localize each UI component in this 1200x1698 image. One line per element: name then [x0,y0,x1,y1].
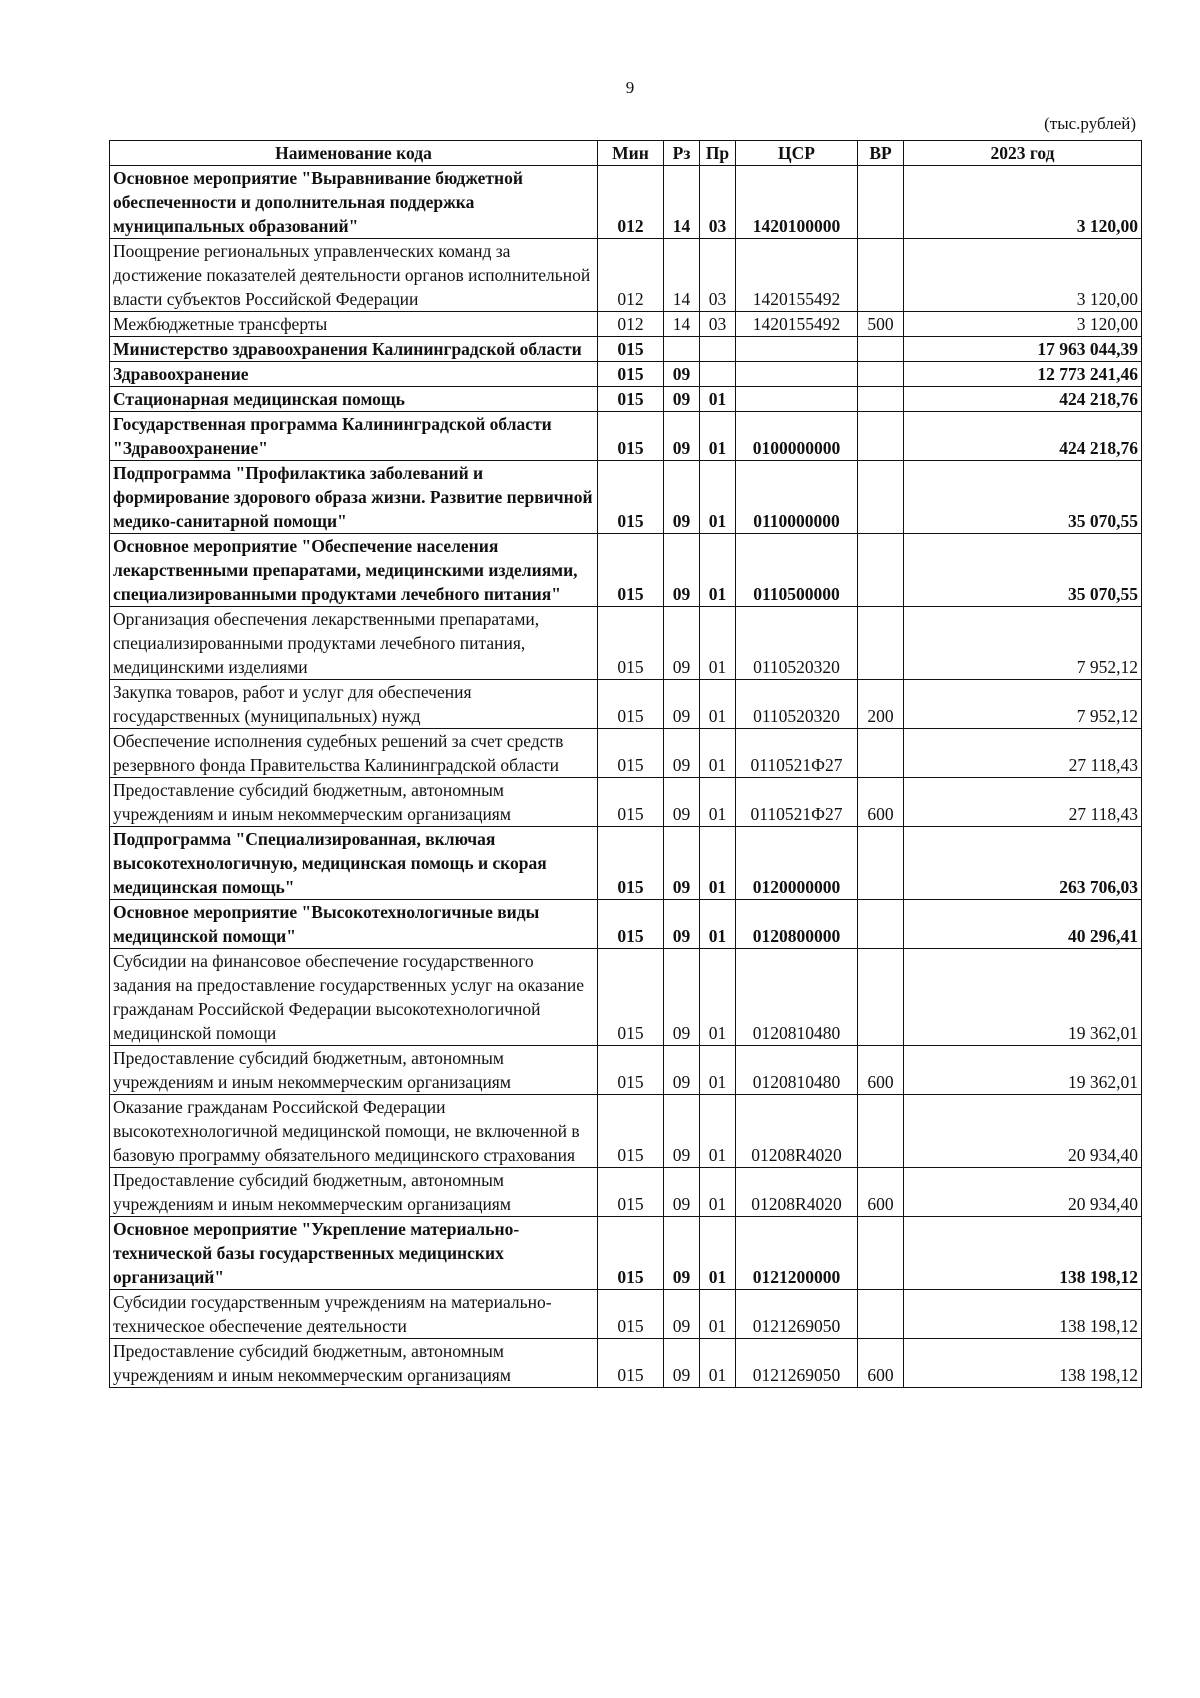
row-pr: 03 [700,239,736,312]
row-rz: 09 [664,1339,700,1388]
table-row [110,534,1142,607]
row-vr [858,461,904,534]
row-name: Подпрограмма "Специализированная, включая высокотехнологичную, медицинская помощь и скорая медицинская помощь" [110,827,598,900]
row-min: 015 [598,1217,664,1290]
table-row [110,166,1142,239]
row-amount: 40 296,41 [904,900,1142,949]
row-name: Основное мероприятие "Выравнивание бюджетной обеспеченности и дополнительная поддержка муниципальных образований" [110,166,598,239]
row-name: Предоставление субсидий бюджетным, автономным учреждениям и иным некоммерческим организациям [110,1339,598,1388]
row-vr [858,534,904,607]
row-amount: 17 963 044,39 [904,337,1142,362]
row-amount: 27 118,43 [904,778,1142,827]
row-csr: 0120810480 [736,949,858,1046]
row-csr: 0120800000 [736,900,858,949]
row-name: Предоставление субсидий бюджетным, автономным учреждениям и иным некоммерческим организациям [110,1168,598,1217]
row-pr: 01 [700,1339,736,1388]
row-pr: 01 [700,1168,736,1217]
row-vr: 600 [858,1046,904,1095]
row-amount: 35 070,55 [904,534,1142,607]
table-row [110,239,1142,312]
row-vr: 600 [858,778,904,827]
row-vr [858,827,904,900]
row-rz: 14 [664,166,700,239]
row-min: 012 [598,166,664,239]
row-name: Обеспечение исполнения судебных решений за счет средств резервного фонда Правительства Калининградской области [110,729,598,778]
row-min: 015 [598,534,664,607]
row-rz: 09 [664,412,700,461]
header-min: Мин [598,141,664,166]
row-vr: 600 [858,1339,904,1388]
row-csr: 0121269050 [736,1339,858,1388]
units-label: (тыс.рублей) [1044,114,1136,133]
row-min: 015 [598,1046,664,1095]
row-min: 015 [598,729,664,778]
row-name: Здравоохранение [110,362,598,387]
row-rz: 09 [664,900,700,949]
row-rz: 09 [664,534,700,607]
row-pr: 01 [700,900,736,949]
row-rz: 09 [664,1046,700,1095]
row-name: Предоставление субсидий бюджетным, автономным учреждениям и иным некоммерческим организациям [110,1046,598,1095]
row-min: 015 [598,1290,664,1339]
row-min: 015 [598,607,664,680]
row-csr: 0110520320 [736,607,858,680]
row-vr [858,1095,904,1168]
row-min: 015 [598,412,664,461]
row-amount: 263 706,03 [904,827,1142,900]
row-amount: 138 198,12 [904,1339,1142,1388]
row-amount: 3 120,00 [904,239,1142,312]
row-rz: 09 [664,778,700,827]
row-min: 015 [598,827,664,900]
row-csr: 0110521Ф27 [736,778,858,827]
row-amount: 12 773 241,46 [904,362,1142,387]
row-name: Основное мероприятие "Обеспечение населения лекарственными препаратами, медицинскими изделиями, специализированными продуктами лечебного питания" [110,534,598,607]
row-vr [858,412,904,461]
row-amount: 7 952,12 [904,680,1142,729]
row-amount: 27 118,43 [904,729,1142,778]
row-csr [736,387,858,412]
header-year: 2023 год [904,141,1142,166]
row-amount: 138 198,12 [904,1290,1142,1339]
row-name: Государственная программа Калининградской области "Здравоохранение" [110,412,598,461]
row-vr [858,362,904,387]
row-pr: 01 [700,607,736,680]
row-min: 015 [598,337,664,362]
row-vr [858,1290,904,1339]
row-csr: 01208R4020 [736,1095,858,1168]
row-min: 015 [598,387,664,412]
header-vr: ВР [858,141,904,166]
row-rz [664,337,700,362]
row-name: Закупка товаров, работ и услуг для обеспечения государственных (муниципальных) нужд [110,680,598,729]
row-pr: 01 [700,1095,736,1168]
row-rz: 09 [664,949,700,1046]
table-row [110,312,1142,337]
row-rz: 14 [664,312,700,337]
row-name: Стационарная медицинская помощь [110,387,598,412]
row-rz: 09 [664,729,700,778]
row-vr: 200 [858,680,904,729]
row-pr: 01 [700,1290,736,1339]
header-rz: Рз [664,141,700,166]
row-amount: 20 934,40 [904,1168,1142,1217]
table-row [110,949,1142,1046]
row-rz: 09 [664,680,700,729]
row-pr: 01 [700,680,736,729]
row-pr: 01 [700,387,736,412]
row-csr: 01208R4020 [736,1168,858,1217]
row-csr: 0110520320 [736,680,858,729]
row-csr: 0110000000 [736,461,858,534]
row-amount: 424 218,76 [904,387,1142,412]
row-vr: 600 [858,1168,904,1217]
row-pr: 01 [700,778,736,827]
row-csr: 0121269050 [736,1290,858,1339]
table-row [110,461,1142,534]
row-csr [736,337,858,362]
row-csr: 0120000000 [736,827,858,900]
row-name: Организация обеспечения лекарственными препаратами, специализированными продуктами лечебного питания, медицинскими изделиями [110,607,598,680]
table-row [110,1290,1142,1339]
row-vr [858,1217,904,1290]
row-pr: 03 [700,166,736,239]
row-name: Предоставление субсидий бюджетным, автономным учреждениям и иным некоммерческим организациям [110,778,598,827]
row-csr: 0121200000 [736,1217,858,1290]
row-name: Оказание гражданам Российской Федерации высокотехнологичной медицинской помощи, не включенной в базовую программу обязательного медицинского страхования [110,1095,598,1168]
row-csr: 0120810480 [736,1046,858,1095]
row-pr: 01 [700,412,736,461]
row-rz: 14 [664,239,700,312]
row-pr: 01 [700,534,736,607]
row-rz: 09 [664,1168,700,1217]
row-rz: 09 [664,387,700,412]
table-row [110,1217,1142,1290]
table-row [110,387,1142,412]
header-name: Наименование кода [110,141,598,166]
row-amount: 424 218,76 [904,412,1142,461]
row-min: 015 [598,1095,664,1168]
page-number: 9 [625,78,635,97]
row-amount: 35 070,55 [904,461,1142,534]
table-row [110,337,1142,362]
row-name: Подпрограмма "Профилактика заболеваний и формирование здорового образа жизни. Развитие первичной медико-санитарной помощи" [110,461,598,534]
row-vr [858,239,904,312]
table-row [110,827,1142,900]
row-pr: 01 [700,461,736,534]
row-vr [858,607,904,680]
budget-table [109,140,1142,1388]
table-body [110,166,1142,1388]
table-row [110,900,1142,949]
row-amount: 3 120,00 [904,166,1142,239]
row-amount: 20 934,40 [904,1095,1142,1168]
row-min: 015 [598,949,664,1046]
row-min: 015 [598,1339,664,1388]
row-name: Основное мероприятие "Высокотехнологичные виды медицинской помощи" [110,900,598,949]
row-amount: 7 952,12 [904,607,1142,680]
row-name: Субсидии государственным учреждениям на материально-техническое обеспечение деятельности [110,1290,598,1339]
row-rz: 09 [664,827,700,900]
header-csr: ЦСР [736,141,858,166]
table-row [110,778,1142,827]
row-csr: 1420100000 [736,166,858,239]
table-row [110,412,1142,461]
row-vr [858,949,904,1046]
row-pr: 01 [700,827,736,900]
row-min: 015 [598,900,664,949]
row-min: 015 [598,680,664,729]
table-row [110,362,1142,387]
row-rz: 09 [664,1095,700,1168]
row-rz: 09 [664,607,700,680]
row-rz: 09 [664,1217,700,1290]
row-name: Субсидии на финансовое обеспечение государственного задания на предоставление государственных услуг на оказание гражданам Российской Федерации высокотехнологичной медицинской помощи [110,949,598,1046]
table-row [110,729,1142,778]
table-row [110,1095,1142,1168]
table-row [110,1168,1142,1217]
row-pr [700,337,736,362]
row-csr: 1420155492 [736,239,858,312]
row-name: Министерство здравоохранения Калининградской области [110,337,598,362]
row-vr: 500 [858,312,904,337]
row-pr: 01 [700,1217,736,1290]
row-csr [736,362,858,387]
row-vr [858,729,904,778]
table-row [110,1046,1142,1095]
row-name: Поощрение региональных управленческих команд за достижение показателей деятельности органов исполнительной власти субъектов Российской Федерации [110,239,598,312]
row-amount: 19 362,01 [904,949,1142,1046]
row-vr [858,900,904,949]
table-row [110,680,1142,729]
row-rz: 09 [664,1290,700,1339]
row-min: 015 [598,362,664,387]
row-rz: 09 [664,362,700,387]
table-row [110,607,1142,680]
table-header [110,141,1142,166]
row-amount: 19 362,01 [904,1046,1142,1095]
row-name: Основное мероприятие "Укрепление материально-технической базы государственных медицинских организаций" [110,1217,598,1290]
row-csr: 0110521Ф27 [736,729,858,778]
row-name: Межбюджетные трансферты [110,312,598,337]
row-pr: 01 [700,729,736,778]
row-vr [858,166,904,239]
row-pr [700,362,736,387]
row-pr: 01 [700,1046,736,1095]
row-pr: 01 [700,949,736,1046]
row-min: 012 [598,239,664,312]
row-rz: 09 [664,461,700,534]
row-min: 012 [598,312,664,337]
row-min: 015 [598,461,664,534]
row-vr [858,387,904,412]
row-csr: 1420155492 [736,312,858,337]
row-csr: 0110500000 [736,534,858,607]
header-pr: Пр [700,141,736,166]
row-amount: 138 198,12 [904,1217,1142,1290]
row-amount: 3 120,00 [904,312,1142,337]
row-pr: 03 [700,312,736,337]
row-vr [858,337,904,362]
row-csr: 0100000000 [736,412,858,461]
row-min: 015 [598,1168,664,1217]
table-row [110,1339,1142,1388]
row-min: 015 [598,778,664,827]
